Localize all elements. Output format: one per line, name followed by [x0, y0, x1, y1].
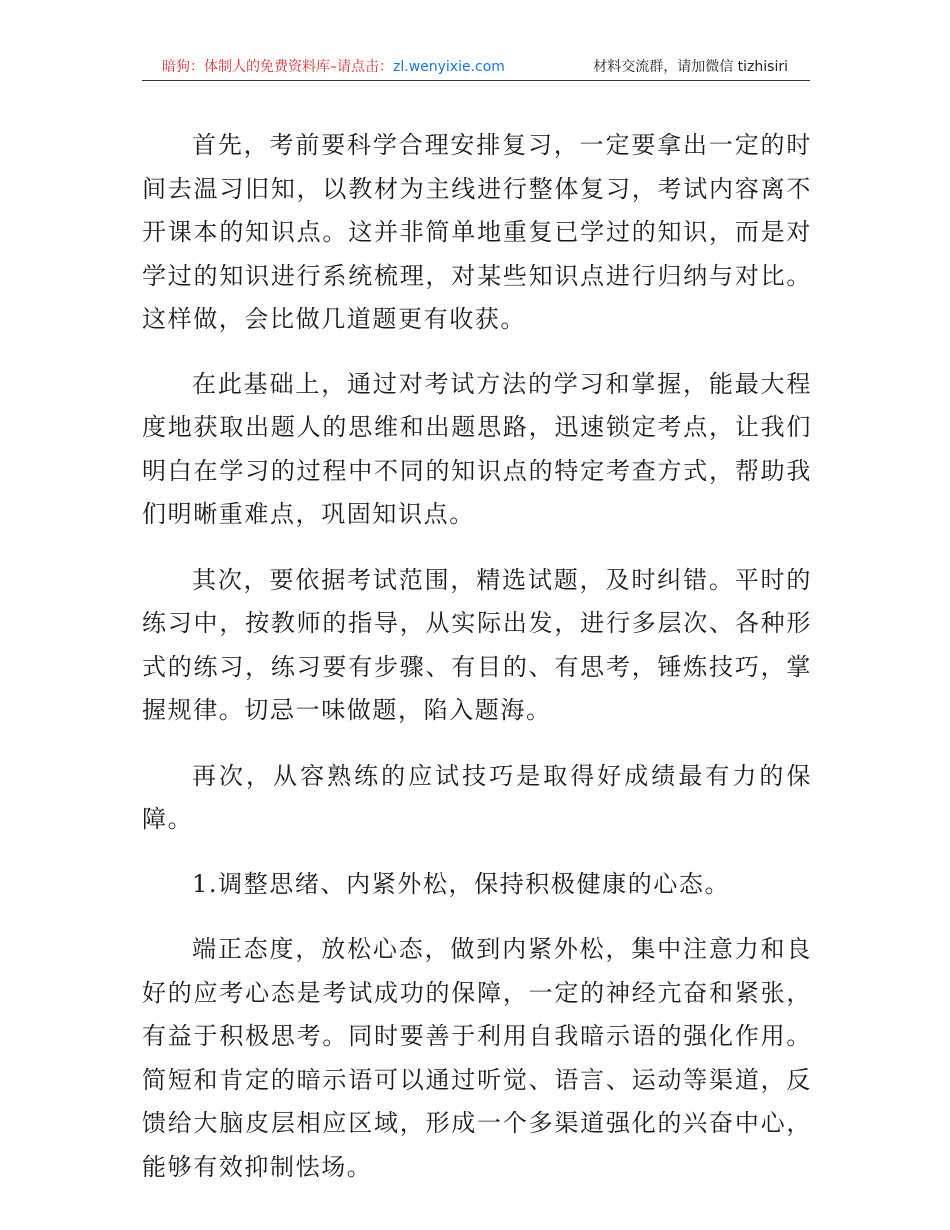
- paragraph-exam-methods: 在此基础上，通过对考试方法的学习和掌握，能最大程度地获取出题人的思维和出题思路，迅速锁定考点，让我们明白在学习的过程中不同的知识点的特定考查方式，帮助我们明晰重难点，巩固知识点。: [142, 369, 812, 528]
- click-prompt: –请点击：: [330, 59, 393, 75]
- page-header: [142, 56, 810, 81]
- site-name: 暗狗：体制人的免费资料库: [162, 59, 330, 75]
- wechat-group-info: 材料交流群，请加微信 tizhisiri: [593, 59, 788, 75]
- header-site-info: [162, 56, 505, 78]
- paragraph-mindset: 端正态度，放松心态，做到内紧外松，集中注意力和良好的应考心态是考试成功的保障，一定的神经亢奋和紧张，有益于积极思考。同时要善于利用自我暗示语的强化作用。简短和肯定的暗示语可以通过听觉、语言、运动等渠道，反馈给大脑皮层相应区域，形成一个多渠道强化的兴奋中心，能够有效抑制怯场。: [142, 935, 812, 1181]
- paragraph-heading-mindset: 1.调整思绪、内紧外松，保持积极健康的心态。: [192, 869, 731, 898]
- paragraph-review-plan: 首先，考前要科学合理安排复习，一定要拿出一定的时间去温习旧知，以教材为主线进行整体复习，考试内容离不开课本的知识点。这并非简单地重复已学过的知识，而是对学过的知识进行系统梳理，对某些知识点进行归纳与对比。这样做，会比做几道题更有收获。: [142, 131, 812, 333]
- paragraph-exam-skills: 再次，从容熟练的应试技巧是取得好成绩最有力的保障。: [142, 761, 812, 833]
- site-url-link[interactable]: zl.wenyixie.com: [393, 59, 505, 75]
- paragraph-practice: 其次，要依据考试范围，精选试题，及时纠错。平时的练习中，按教师的指导，从实际出发，进行多层次、各种形式的练习，练习要有步骤、有目的、有思考，锤炼技巧，掌握规律。切忌一味做题，陷入题海。: [142, 565, 812, 724]
- document-body: [142, 124, 812, 1211]
